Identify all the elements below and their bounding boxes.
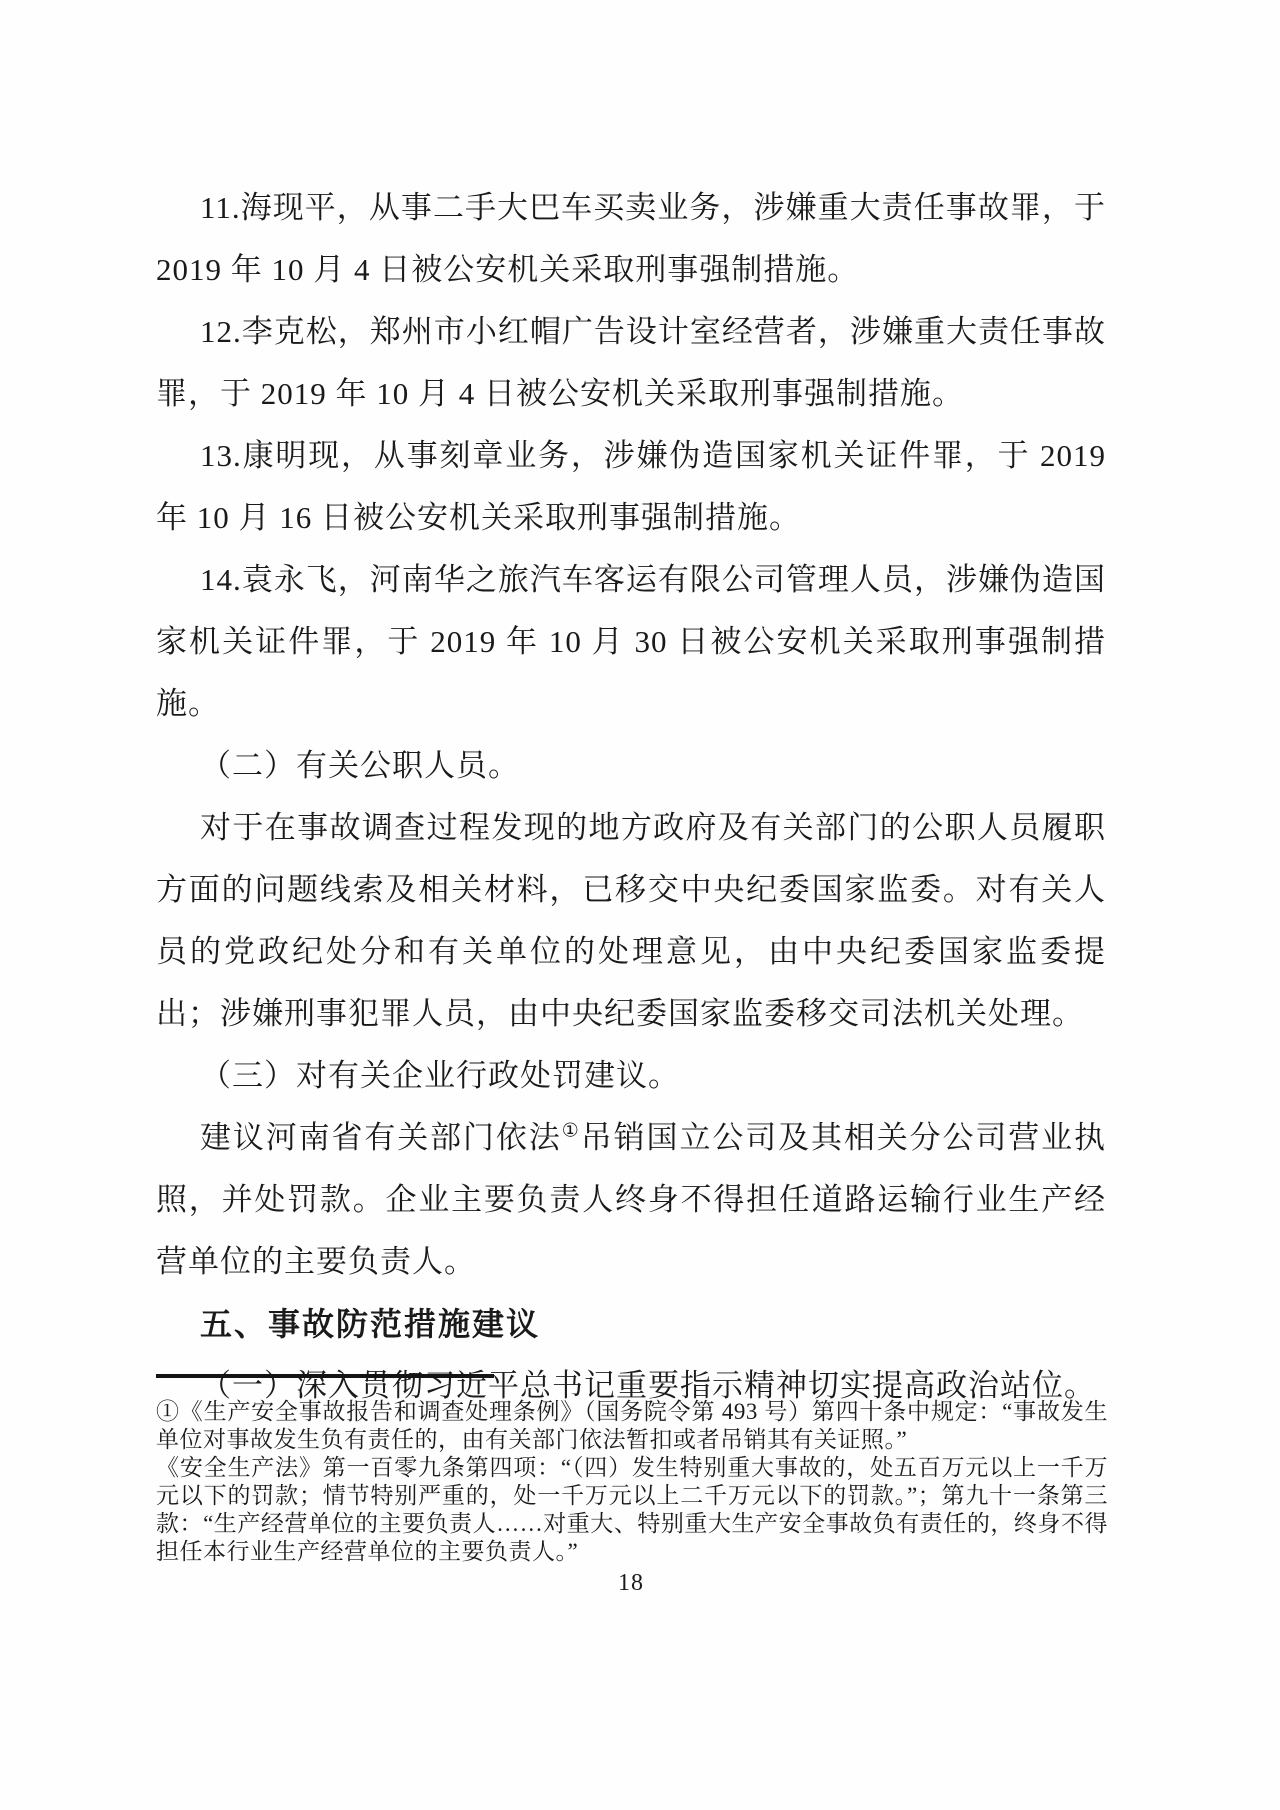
numbered-item-14: 14.袁永飞，河南华之旅汽车客运有限公司管理人员，涉嫌伪造国家机关证件罪，于 2019 年 10 月 30 日被公安机关采取刑事强制措施。: [156, 562, 1106, 721]
footnote-text-regulation: 《生产安全事故报告和调查处理条例》（国务院令第 493 号）第四十条中规定：“事故发生单位对事故发生负有责任的，由有关部门依法暂扣或者吊销其有关证照。”: [156, 1399, 1109, 1452]
footnote-para-law: 《安全生产法》第一百零九条第四项：“（四）发生特别重大事故的，处五百万元以上一千万元以下的罚款；情节特别严重的，处一千万元以上二千万元以下的罚款。”；第九十一条第三款：“生产经营单位的主要负责人……对重大、特别重大生产安全事故负有责任的，终身不得担任本行业生产经营单位的主要负责人。”: [156, 1455, 1108, 1564]
numbered-item-11: 11.海现平，从事二手大巴车买卖业务，涉嫌重大责任事故罪，于 2019 年 10 月 4 日被公安机关采取刑事强制措施。: [156, 190, 1106, 287]
footnote-block: [156, 1398, 1108, 1566]
footnote-marker: ①: [156, 1399, 180, 1424]
penalty-text-after-ref: 吊销国立公司及其相关分公司营业执照，并处罚款。企业主要负责人终身不得担任道路运输行业生产经营单位的主要负责人。: [156, 1120, 1107, 1279]
subsection-heading-officials: （二）有关公职人员。: [200, 748, 520, 783]
penalty-paragraph: [156, 1107, 1106, 1293]
page-number: 18: [618, 1570, 644, 1596]
numbered-item-13: 13.康明现，从事刻章业务，涉嫌伪造国家机关证件罪，于 2019 年 10 月 16 日被公安机关采取刑事强制措施。: [156, 438, 1106, 535]
officials-paragraph: 对于在事故调查过程发现的地方政府及有关部门的公职人员履职方面的问题线索及相关材料，已移交中央纪委国家监委。对有关人员的党政纪处分和有关单位的处理意见，由中央纪委国家监委提出；涉嫌刑事犯罪人员，由中央纪委国家监委移交司法机关处理。: [156, 810, 1106, 1031]
penalty-text-before-ref: 建议河南省有关部门依法: [200, 1120, 562, 1155]
footnote-para-regulation: [156, 1398, 1108, 1454]
numbered-item-12: 12.李克松，郑州市小红帽广告设计室经营者，涉嫌重大责任事故罪，于 2019 年 10 月 4 日被公安机关采取刑事强制措施。: [156, 314, 1106, 411]
subsection-heading-penalty: （三）对有关企业行政处罚建议。: [200, 1058, 680, 1093]
footnote-reference-mark: ①: [561, 1120, 581, 1142]
document-content: [156, 177, 1106, 1417]
chapter-heading-prevention: 五、事故防范措施建议: [200, 1306, 541, 1342]
footnote-separator: [156, 1374, 494, 1378]
subsection-heading-one: （一）深入贯彻习近平总书记重要指示精神切实提高政治站位。: [200, 1368, 1096, 1403]
